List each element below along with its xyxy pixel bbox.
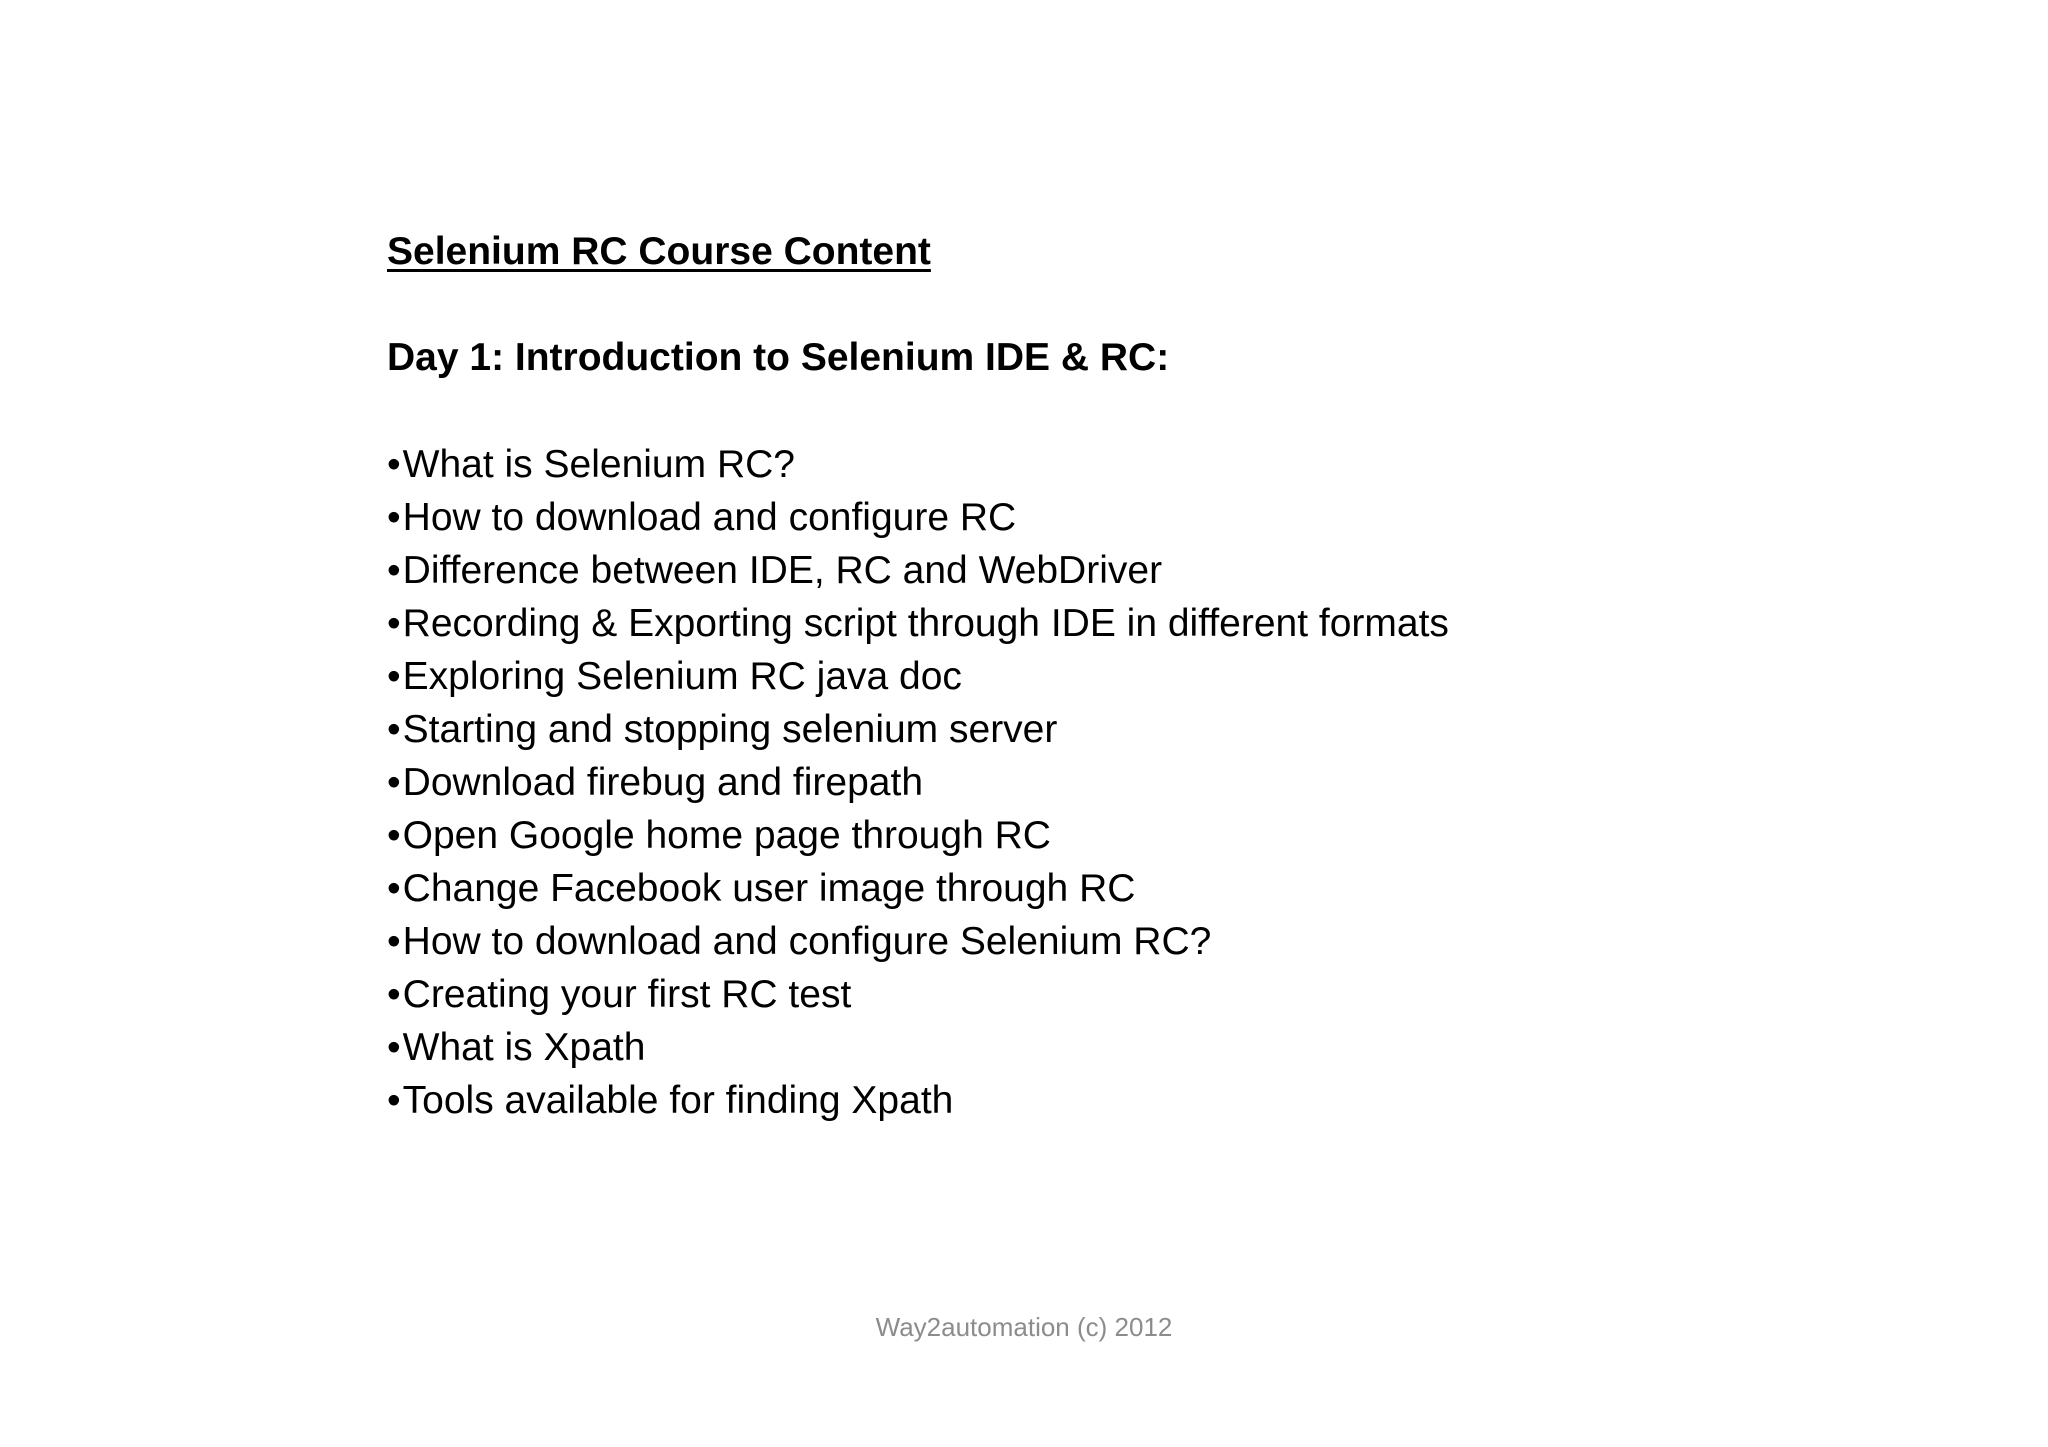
- copyright-footer: Way2automation (c) 2012: [875, 1312, 1173, 1342]
- bullet-icon: •: [387, 602, 401, 645]
- bullet-icon: •: [387, 1026, 401, 1069]
- bullet-icon: •: [387, 1079, 401, 1122]
- topic-text: Exploring Selenium RC java doc: [402, 655, 962, 698]
- topic-text: Open Google home page through RC: [402, 814, 1051, 857]
- topic-item: [387, 650, 1887, 703]
- topic-text: Difference between IDE, RC and WebDriver: [402, 549, 1163, 592]
- bullet-icon: •: [387, 549, 401, 592]
- topic-item: [387, 809, 1887, 862]
- topic-text: How to download and configure Selenium RC?: [402, 920, 1212, 963]
- topic-text: Tools available for finding Xpath: [402, 1079, 954, 1122]
- topic-text: Change Facebook user image through RC: [402, 867, 1136, 910]
- bullet-icon: •: [387, 708, 401, 751]
- bullet-icon: •: [387, 443, 401, 486]
- bullet-icon: •: [387, 973, 401, 1016]
- topic-item: [387, 756, 1887, 809]
- topic-item: [387, 491, 1887, 544]
- bullet-icon: •: [387, 867, 401, 910]
- topic-text: How to download and configure RC: [402, 496, 1017, 539]
- bullet-icon: •: [387, 655, 401, 698]
- bullet-icon: •: [387, 496, 401, 539]
- topic-item: [387, 544, 1887, 597]
- topic-text: What is Selenium RC?: [402, 443, 795, 486]
- page-title: Selenium RC Course Content: [387, 230, 931, 273]
- bullet-icon: •: [387, 920, 401, 963]
- bullet-icon: •: [387, 814, 401, 857]
- topic-item: [387, 968, 1887, 1021]
- topic-text: Recording & Exporting script through IDE in different formats: [402, 602, 1449, 645]
- topic-item: [387, 703, 1887, 756]
- topic-item: [387, 915, 1887, 968]
- topic-text: Download firebug and firepath: [402, 761, 924, 804]
- topic-item: [387, 1021, 1887, 1074]
- topic-list: [387, 438, 1887, 1127]
- topic-item: [387, 438, 1887, 491]
- topic-text: What is Xpath: [402, 1026, 646, 1069]
- topic-text: Starting and stopping selenium server: [402, 708, 1058, 751]
- topic-item: [387, 597, 1887, 650]
- bullet-icon: •: [387, 761, 401, 804]
- topic-item: [387, 1074, 1887, 1127]
- content-block: [387, 226, 1887, 1127]
- day-heading: Day 1: Introduction to Selenium IDE & RC:: [387, 336, 1170, 379]
- topic-item: [387, 862, 1887, 915]
- topic-text: Creating your first RC test: [402, 973, 852, 1016]
